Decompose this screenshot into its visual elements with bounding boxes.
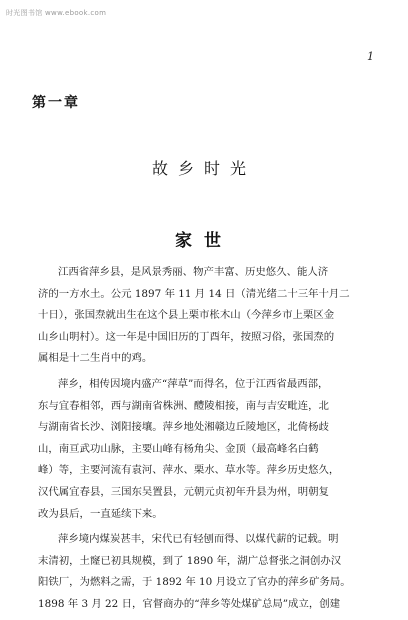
text-line: 末清初，土窿已初具规模，到了 1890 年，湖广总督张之洞创办汉 <box>38 554 342 567</box>
text-line: 山，南亘武功山脉，主要山峰有杨角尖、金顶（最高峰名白鹤 <box>38 442 319 455</box>
text-line: 与湖南省长沙、浏阳接壤。萍乡地处湘赣边丘陵地区，北倚杨歧 <box>38 421 329 434</box>
text-line: 东与宜春相邻，西与湖南省株洲、醴陵相接，南与吉安毗连，北 <box>38 399 329 412</box>
paragraph <box>38 262 374 370</box>
paragraph <box>38 529 374 615</box>
text-line: 属相是十二生肖中的鸡。 <box>38 352 153 365</box>
text-line: 萍乡，相传因境内盛产“萍草”而得名，位于江西省最西部， <box>58 377 329 390</box>
watermark: 时光图书馆 www.ebook.com <box>6 9 107 17</box>
text-line: 十日），张国焘就出生在这个县上栗市枨木山（今萍乡市上栗区金 <box>38 309 335 322</box>
text-line: 阳铁厂，为燃料之需，于 1892 年 10 月设立了官办的萍乡矿务局。 <box>38 576 351 589</box>
text-line: 江西省萍乡县，是风景秀丽、物产丰富、历史悠久、能人济 <box>58 266 329 278</box>
page-number: 1 <box>367 50 374 63</box>
text-line: 汉代属宜春县，三国东吴置县，元朝元贞初年升县为州，明朝复 <box>38 485 329 498</box>
text-line: 山乡山明村）。这一年是中国旧历的丁酉年，按照习俗，张国焘的 <box>38 330 335 343</box>
chapter-title: 故乡时光 <box>151 159 256 178</box>
text-line: 萍乡境内煤炭甚丰，宋代已有轻刨而得、以煤代薪的记载。明 <box>58 533 339 546</box>
body-text <box>38 262 374 620</box>
text-line: 峰）等，主要河流有袁河、萍水、栗水、草水等。萍乡历史悠久， <box>38 464 340 477</box>
text-line: 济的一方水土。公元 1897 年 11 月 14 日（清光绪二十三年十月二 <box>38 287 350 300</box>
text-line: 改为县后，一直延续下来。 <box>38 507 163 520</box>
text-line: 1898 年 3 月 22 日，官督商办的“萍乡等处煤矿总局”成立，创建 <box>38 597 341 610</box>
section-title: 家世 <box>175 231 233 251</box>
chapter-label: 第一章 <box>32 95 80 111</box>
paragraph <box>38 374 374 525</box>
